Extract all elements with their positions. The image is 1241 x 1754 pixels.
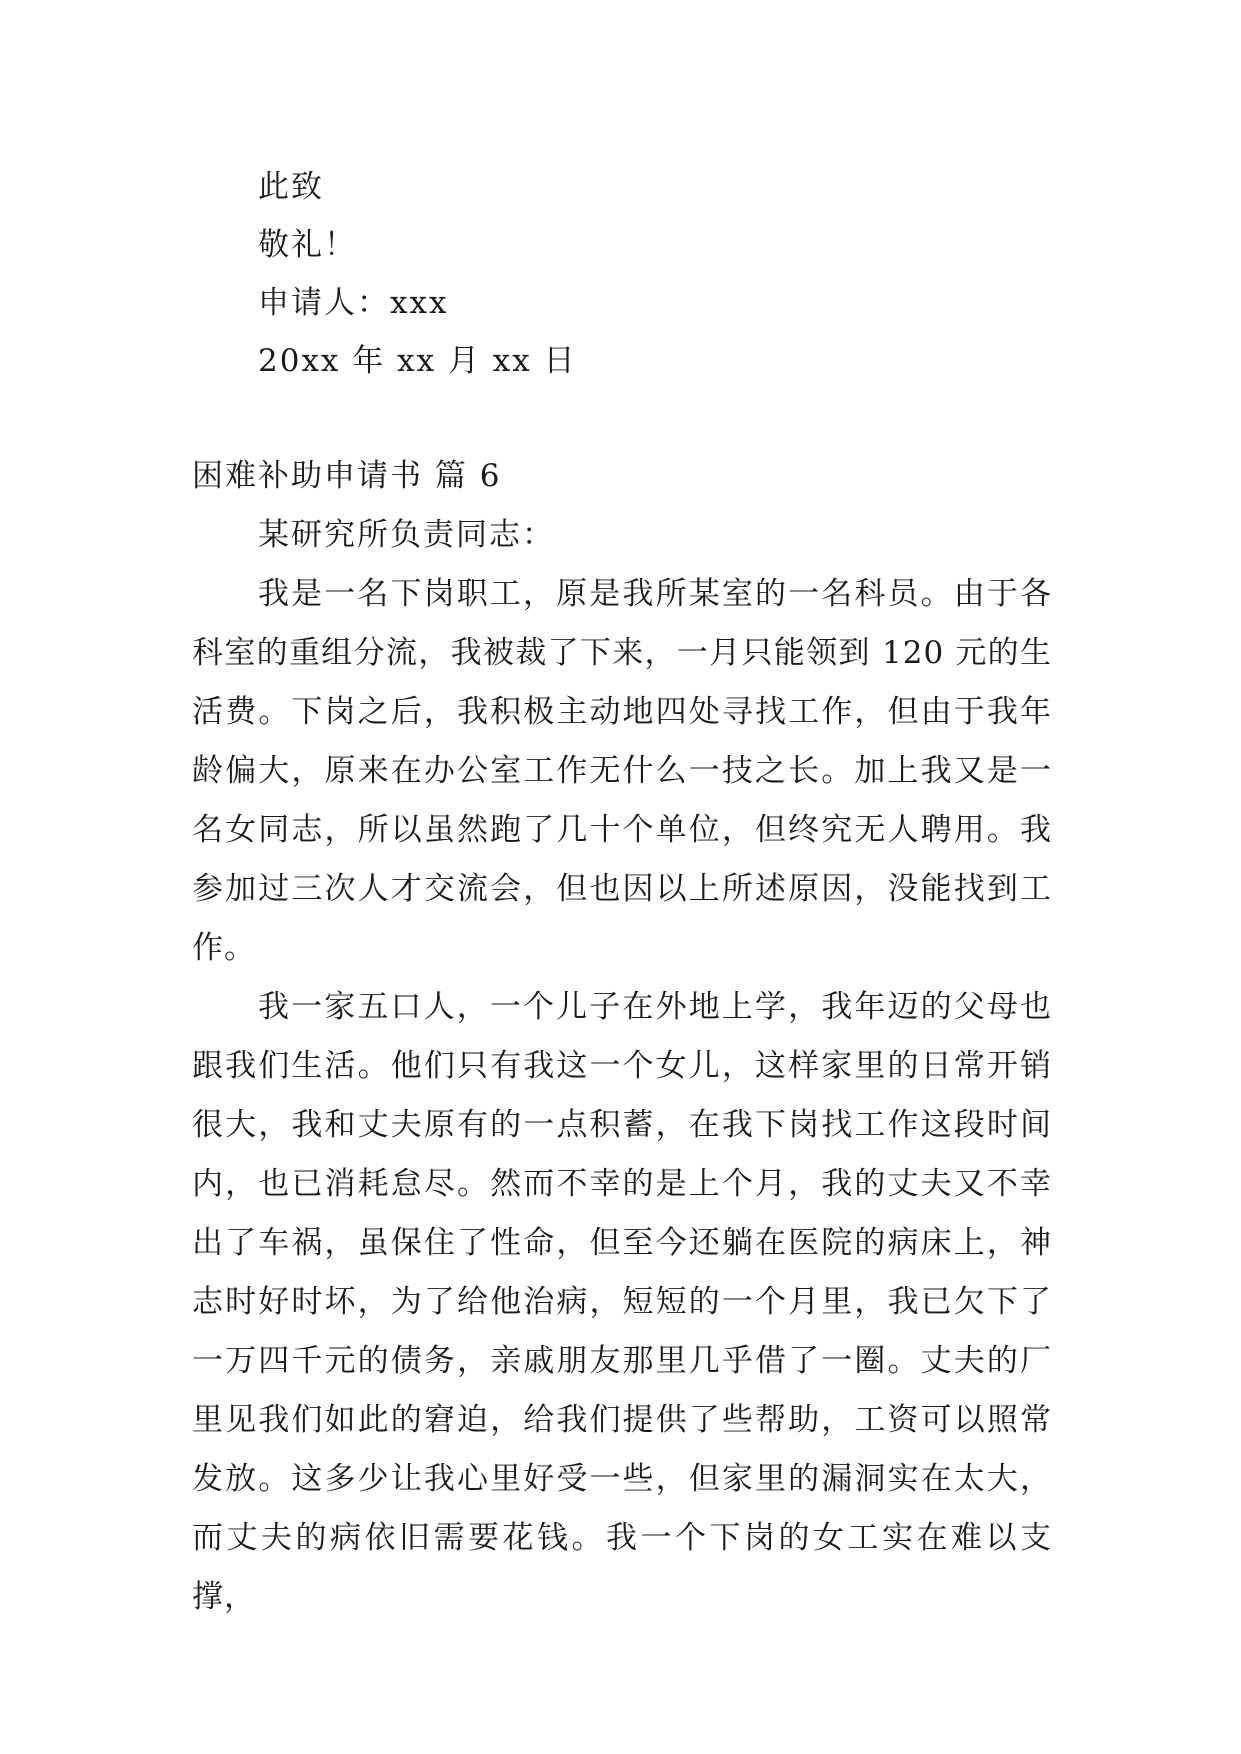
section-title: 困难补助申请书 篇 6 (192, 458, 502, 494)
applicant-signature: 申请人：xxx (258, 285, 449, 321)
body-paragraph-2: 我一家五口人，一个儿子在外地上学，我年迈的父母也跟我们生活。他们只有我这一个女儿，这样家里的日常开销很大，我和丈夫原有的一点积蓄，在我下岗找工作这段时间内，也已消耗怠尽。然而不幸的是上个月，我的丈夫又不幸出了车祸，虽保住了性命，但至今还躺在医院的病床上，神志时好时坏，为了给他治病，短短的一个月里，我已欠下了一万四千元的债务，亲戚朋友那里几乎借了一圈。丈夫的厂里见我们如此的窘迫，给我们提供了些帮助，工资可以照常发放。这多少让我心里好受一些，但家里的漏洞实在太大，而丈夫的病依旧需要花钱。我一个下岗的女工实在难以支撑， (192, 989, 1052, 1615)
closing-greeting: 此致 (258, 169, 324, 205)
date-line: 20xx 年 xx 月 xx 日 (258, 343, 577, 379)
closing-salute: 敬礼！ (258, 227, 357, 263)
salutation: 某研究所负责同志： (258, 517, 555, 553)
body-paragraph-1: 我是一名下岗职工，原是我所某室的一名科员。由于各科室的重组分流，我被裁了下来，一月只能领到 120 元的生活费。下岗之后，我积极主动地四处寻找工作，但由于我年龄偏大，原来在办公室工作无什么一技之长。加上我又是一名女同志，所以虽然跑了几十个单位，但终究无人聘用。我参加过三次人才交流会，但也因以上所述原因，没能找到工作。 (192, 576, 1052, 966)
